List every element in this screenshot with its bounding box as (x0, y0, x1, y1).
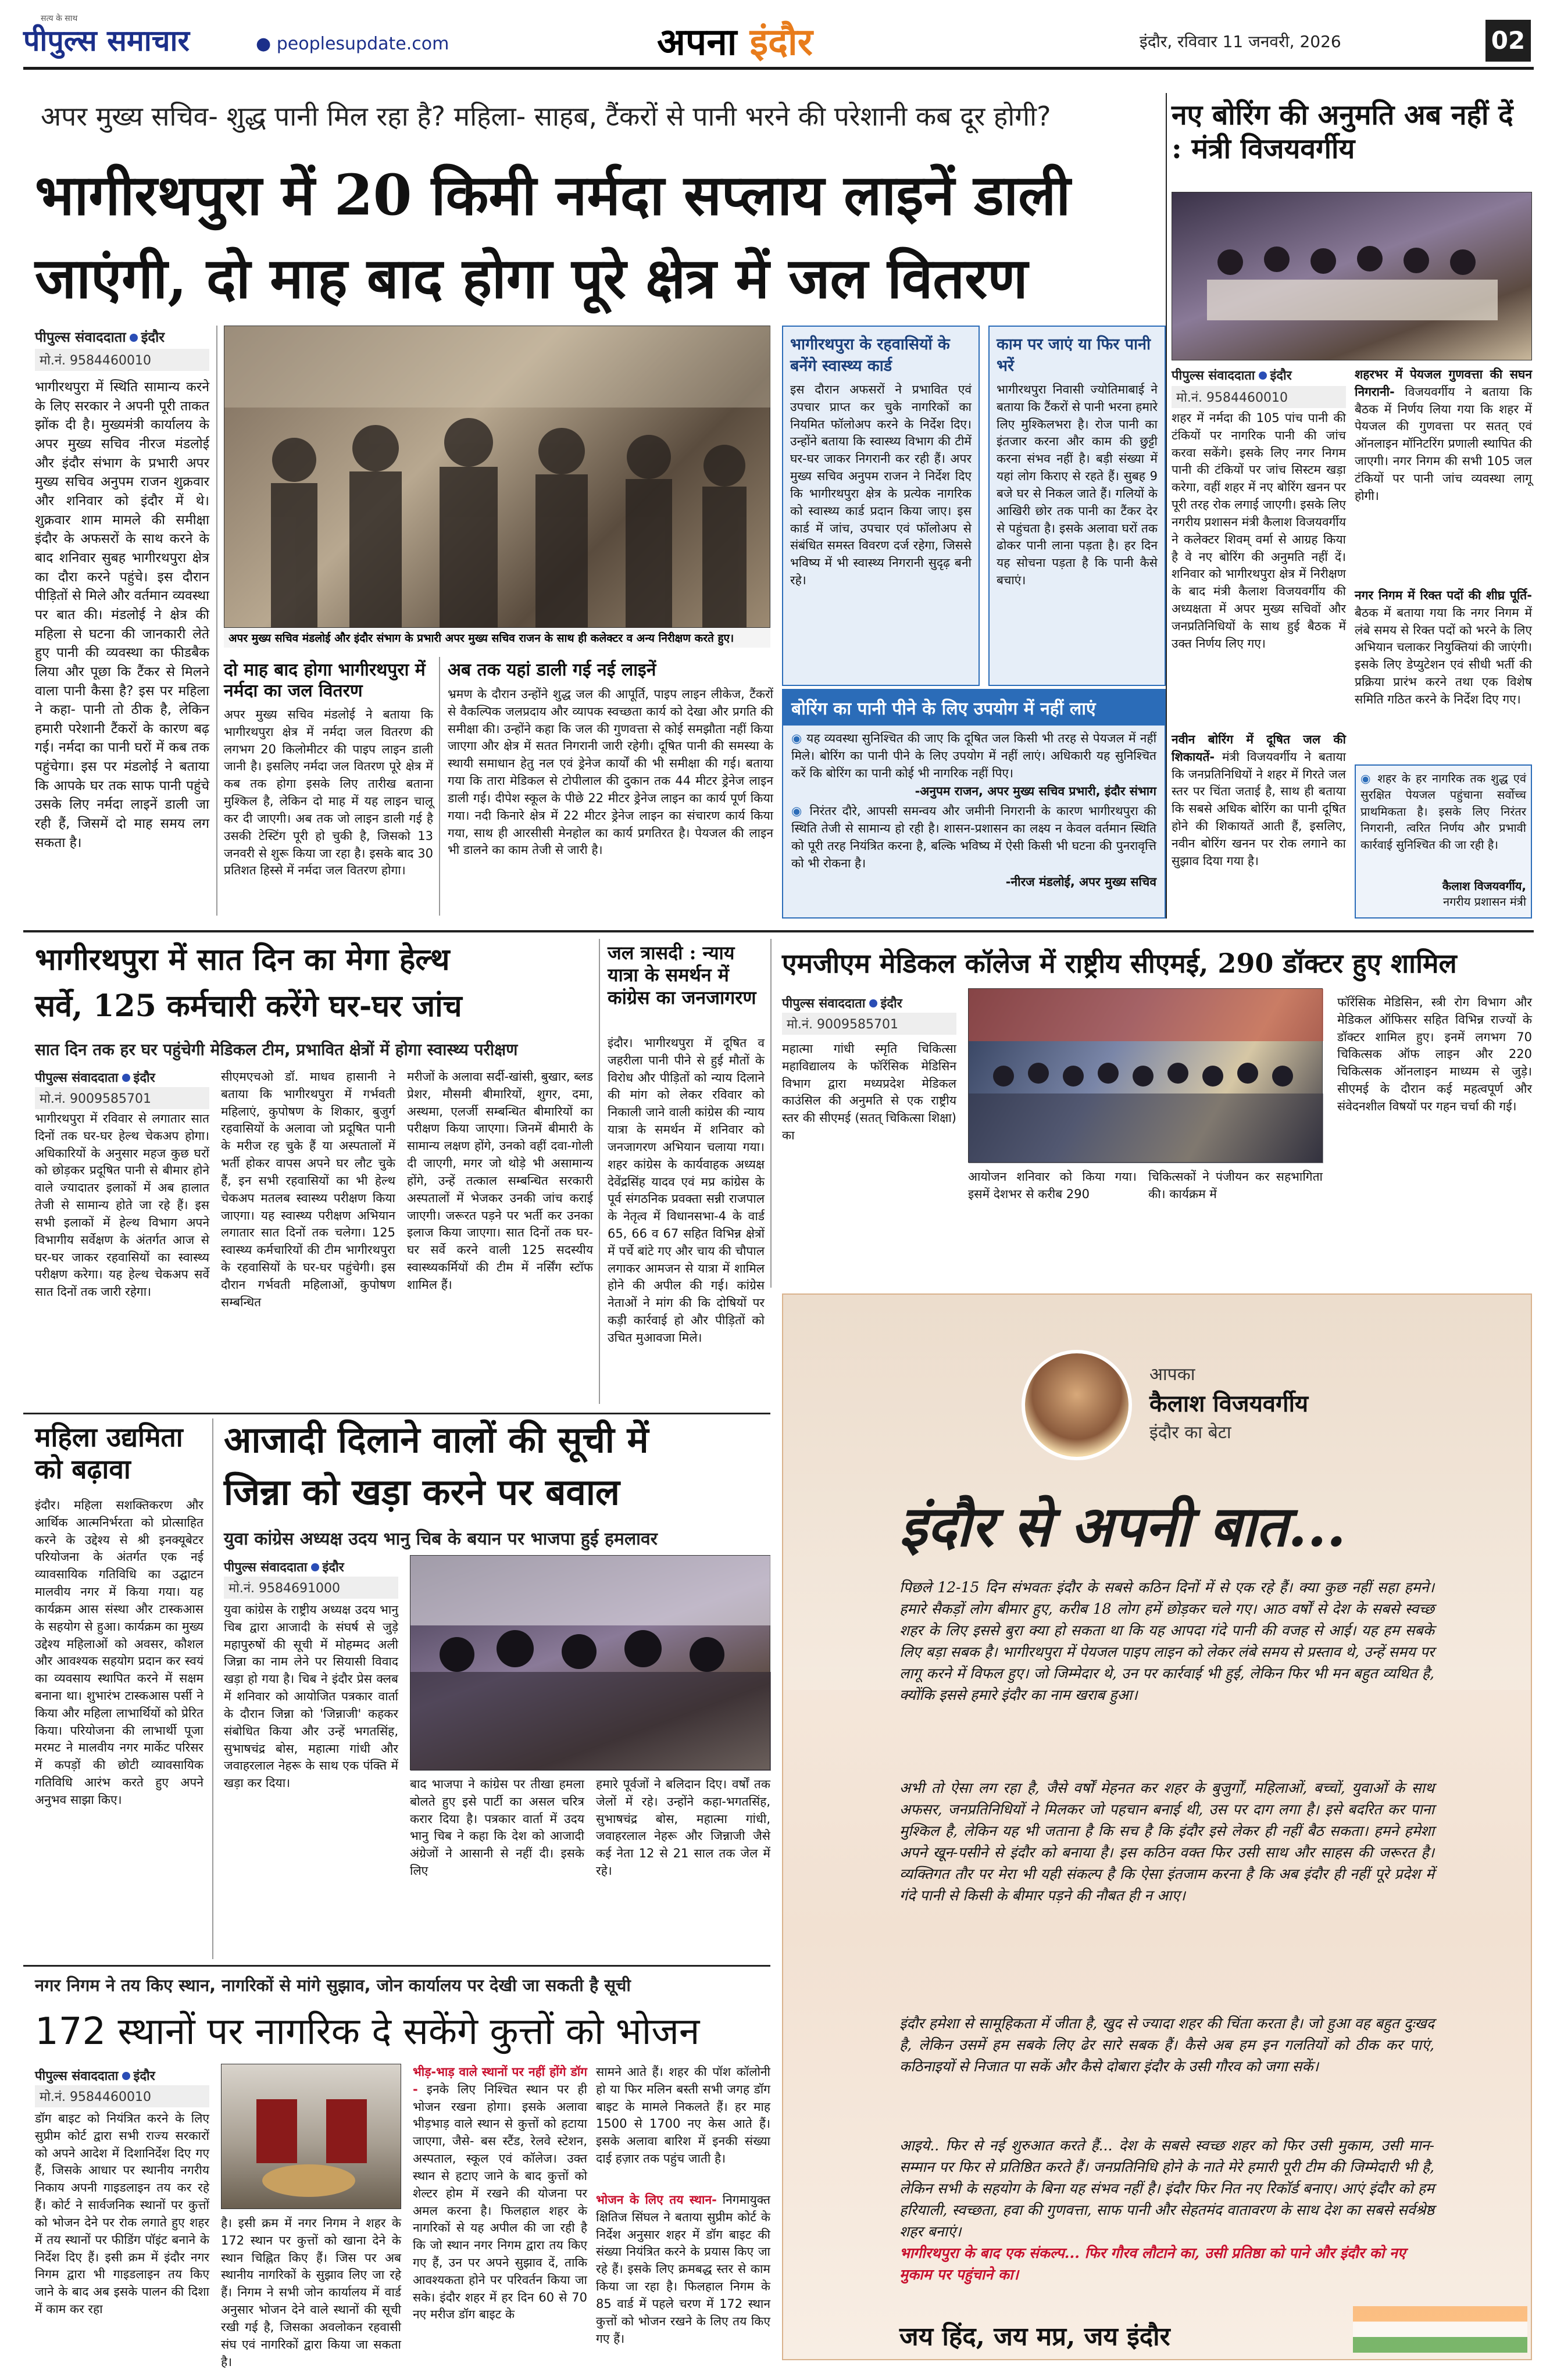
minister-quote (1355, 764, 1532, 919)
bullet-icon: ◉ (791, 804, 810, 819)
boring-attribution-1: -अनुपम राजन, अपर मुख्य सचिव प्रभारी, इंदौर संभाग (915, 784, 1156, 799)
column-divider (599, 939, 600, 1404)
right-col1: शहर में नर्मदा की 105 पांच पानी की टंकियों पर नागरिक पानी की जांच करवा सकेंगे। इसके लिए नगर निगम पानी की टंकियों पर जांच सिस्टम खड़ा करेगा, वहीं शहर में नए बोरिंग खनन पर पूरी तरह रोक लगाई जाएगी। इसके लिए नगरीय प्रशासन मंत्री कैलाश विजयवर्गीय ने कलेक्टर शिवम् वर्मा से आग्रह किया है वे नए बोरिंग की अनुमति नहीं दें। शनिवार को भागीरथपुरा क्षेत्र में निरीक्षण के बाद मंत्री कैलाश विजयवर्गीय की अध्यक्षता में अपर मुख्य सचिवों और जनप्रतिनिधियों के साथ हुई बैठक में उक्त निर्णय लिए गए। (1172, 411, 1346, 651)
lead-headline-2: जाएंगी, दो माह बाद होगा पूरे क्षेत्र में जल वितरण (35, 245, 1028, 311)
byline-name: पीपुल्स संवाददाता (782, 996, 866, 1011)
column-divider (439, 657, 440, 916)
dog-illustration (222, 2064, 402, 2210)
dot-icon (122, 1074, 130, 1082)
boring-q2-text: निरंतर दौरे, आपसी समन्वय और जमीनी निगरानी के कारण भागीरथपुरा की स्थिति तेजी से सामान्य हो रही है। शासन-प्रशासन का लक्ष्य न केवल वर्तमान स्थिति को पूरी तरह नियंत्रित करना है, बल्कि भविष्य में ऐसी किसी भी घटना की पुनरावृत्ति को भी रोकना है। (791, 804, 1156, 870)
right-sub-c: नगर निगम में रिक्त पदों की शीघ्र पूर्ति- (1355, 588, 1532, 602)
azadi-deck: युवा कांग्रेस अध्यक्ष उदय भानु चिब के बयान पर भाजपा हुई हमलावर (224, 1529, 658, 1549)
survey-byline (35, 1069, 155, 1086)
azadi-col1: युवा कांग्रेस के राष्ट्रीय अध्यक्ष उदय भानु चिब द्वारा आजादी के संघर्ष से जुड़े महापुरुषों की सूची में मोहम्मद अली जिन्ना का नाम लेने पर सियासी विवाद खड़ा हो गया है। चिब ने इंदौर प्रेस क्लब में शनिवार को आयोजित पत्रकार वार्ता के दौरान जिन्ना को 'जिन्नाजी' कहकर संबोधित किया और उन्हें भगतसिंह, सुभाषचंद्र बोस, महात्मा गांधी और जवाहरलाल नेहरू के साथ एक पंक्ति में खड़ा कर दिया। (224, 1603, 398, 1791)
ad-title: इंदौर से अपनी बात... (899, 1493, 1347, 1559)
quote-role: नगरीय प्रशासन मंत्री (1443, 895, 1526, 909)
section-a: अपना (657, 20, 737, 64)
health-card-body: इस दौरान अफसरों ने प्रभावित एवं उपचार प्राप्त कर चुके नागरिकों का नियमित फॉलोअप करने के निर्देश दिए। उन्होंने बताया कि स्वास्थ्य विभाग की टीमें घर-घर जाकर निगरानी कर रही हैं। अपर मुख्य सचिव अनुपम राजन ने निर्देश दिए कि भागीरथपुरा क्षेत्र के प्रत्येक नागरिक को स्वास्थ्य कार्ड प्रदान किया जाए। इस कार्ड में जांच, उपचार एवं फॉलोअप से संबंधित समस्त विवरण दर्ज रहेगा, जिससे भविष्य में भी स्वास्थ्य निगरानी सुदृढ़ बनी रहे। (790, 383, 972, 587)
dogs-sub2: भोजन के लिए तय स्थान- (596, 2193, 717, 2207)
lead-headline-1: भागीरथपुरा में 20 किमी नर्मदा सप्लाय लाइनें डाली (35, 162, 1071, 228)
section-title (657, 15, 813, 66)
mgm-col3: चिकित्सकों ने पंजीयन कर सहभागिता की। कार्यक्रम में (1148, 1170, 1323, 1201)
right-sub-a: नवीन बोरिंग में दूषित जल की शिकायतें- (1172, 732, 1346, 764)
mgm-col2: आयोजन शनिवार को किया गया। इसमें देशभर से करीब 290 (968, 1170, 1137, 1201)
byline-name: पीपुल्स संवाददाता (35, 2069, 119, 2084)
meeting-illustration (1172, 192, 1533, 361)
byline-name: पीपुल्स संवाददाता (1172, 369, 1255, 383)
right-col2-text: विजयवर्गीय ने बताया कि बैठक में निर्णय लिया गया कि शहर में पेयजल की गुणवत्ता पर सतत् एवं ऑनलाइन मॉनिटरिंग प्रणाली स्थापित की जाएगी। नगर निगम की सभी 105 जल टंकियों पर पानी जांच व्यवस्था लागू होगी। (1355, 384, 1532, 503)
survey-col2: सीएमएचओ डॉ. माधव हासानी ने बताया कि भागीरथपुरा में गर्भवती महिलाएं, कुपोषण के शिकार, बुजुर्ग रहवासियों के अलावा जो प्रदूषित पानी के मरीज रह चुके हैं या अस्पतालों में भर्ती होकर वापस अपने घर लौट चुके हैं, इन सभी रहवासियों का भी हेल्थ चेकअप मतलब स्वास्थ्य परीक्षण किया जाएगा। यह स्वास्थ्य परीक्षण अभियान लगातार सात दिनों तक चलेगा। 125 स्वास्थ्य कर्मचारियों की टीम भागीरथपुरा के रहवासियों के घर-घर पहुंचेगी। इस दौरान गर्भवती महिलाओं, कुपोषण सम्बन्धित (221, 1070, 395, 1309)
right-col1b-text: मंत्री विजयवर्गीय ने बताया कि जनप्रतिनिधियों ने शहर में गिरते जल स्तर पर चिंता जताई है, साथ ही बताया कि सबसे अधिक बोरिंग का पानी दूषित होने की शिकायतें आती हैं, इसलिए, नवीन बोरिंग खनन पर रोक लगाने का सुझाव दिया गया है। (1172, 749, 1346, 868)
lead-sub2-title: अब तक यहां डाली गई नई लाइनें (448, 660, 656, 680)
dot-icon (311, 1563, 319, 1571)
byline-name: पीपुल्स संवाददाता (35, 329, 126, 345)
crowd-illustration (224, 326, 771, 628)
ad-slogan: जय हिंद, जय मप्र, जय इंदौर (899, 2322, 1170, 2352)
lead-sub1-title: दो माह बाद होगा भागीरथपुरा में नर्मदा का जल वितरण (224, 660, 426, 701)
boring-quote-1 (783, 726, 1165, 782)
dogs-photo (221, 2064, 401, 2209)
brand-name: पीपुल्स समाचार (23, 23, 190, 58)
group-photo-illustration (969, 989, 1323, 1163)
mgm-phone: मो.नं. 9009585701 (782, 1013, 956, 1035)
jal-body: इंदौर। भागीरथपुरा में दूषित व जहरीला पानी पीने से हुई मौतों के विरोध और पीड़ितों को न्याय दिलाने की मांग को लेकर रविवार को निकाली जाने वाली कांग्रेस की न्याय यात्रा के समर्थन में शनिवार को जनजागरण अभियान चलाया गया। शहर कांग्रेस के कार्यवाहक अध्यक्ष देवेंद्रसिंह यादव एवं मप्र कांग्रेस के पूर्व संगठनिक प्रवक्ता सन्नी राजपाल के नेतृत्व में विधानसभा-4 के वार्ड 65, 66 व 67 सहित विभिन्न क्षेत्रों में पर्चे बांटे गए और चाय की चौपाल लगाकर आमजन से यात्रा में शामिल होने की अपील की गई। कांग्रेस नेताओं ने मांग की कि दोषियों पर कड़ी कार्रवाई हो और पीड़ितों को उचित मुआवजा मिले। (608, 1036, 765, 1345)
azadi-col2: बाद भाजपा ने कांग्रेस पर तीखा हमला बोलते हुए इसे पार्टी का असल चरित्र करार दिया है। पत्रकार वार्ता में उदय भानु चिब ने कहा कि देश को आजादी अंग्रेजों ने आसानी से नहीं दी। इसके लिए (410, 1777, 584, 1878)
ad-para-1: पिछले 12-15 दिन संभवतः इंदौर के सबसे कठिन दिनों में से एक रहे हैं। क्या कुछ नहीं सहा हमने। हमारे सैकड़ों लोग बीमार हुए, करीब 18 लोग हमें छोड़कर चले गए। आठ वर्षों से देश के सबसे स्वच्छ शहर के लिए इससे बुरा क्या हो सकता था कि यह आपदा गंदे पानी की वजह से आई। यह हम सबके लिए बड़ा सबक है। भागीरथपुरा में पेयजल पाइप लाइन को लेकर लंबे समय से प्रस्ताव थे, उन्हें समय पर लागू करने में विफल हुए। जो जिम्मेदार थे, उन पर कार्रवाई भी हुई, लेकिन फिर भी मन बहुत व्यथित है, क्योंकि इससे हमारे इंदौर का नाम खराब हुआ। (899, 1579, 1434, 1703)
quote-body: शहर के हर नागरिक तक शुद्ध एवं सुरक्षित पेयजल पहुंचाना सर्वोच्च प्राथमिकता है। इसके लिए निरंतर निगरानी, त्वरित निर्णय और प्रभावी कार्रवाई सुनिश्चित की जा रही है। (1360, 771, 1526, 852)
ad-pre: आपका (1149, 1364, 1195, 1385)
boring-q1-text: यह व्यवस्था सुनिश्चित की जाए कि दूषित जल किसी भी तरह से पेयजल में नहीं मिले। बोरिंग का पानी पीने के लिए उपयोग में नहीं लाएं। अधिकारी यह सुनिश्चित करें कि बोरिंग का पानी कोई भी नागरिक नहीं पिए। (791, 731, 1157, 780)
lead-photo (224, 326, 770, 628)
byline-city: इंदौर (322, 1560, 344, 1575)
site-url-text: peoplesupdate.com (276, 34, 449, 54)
dateline: इंदौर, रविवार 11 जनवरी, 2026 (1140, 32, 1341, 51)
survey-deck: सात दिन तक हर घर पहुंचेगी मेडिकल टीम, प्रभावित क्षेत्रों में होगा स्वास्थ्य परीक्षण (35, 1040, 518, 1059)
right-sub-b: शहरभर में पेयजल गुणवत्ता की सघन निगरानी- (1355, 367, 1532, 399)
lead-kicker: अपर मुख्य सचिव- शुद्ध पानी मिल रहा है? महिला- साहब, टैंकरों से पानी भरने की परेशानी कब दूर होगी? (41, 101, 1051, 132)
azadi-headline-1: आजादी दिलाने वालों की सूची में (224, 1418, 649, 1461)
mgm-photo (968, 988, 1323, 1163)
section-divider (23, 1413, 770, 1414)
work-box-title: काम पर जाएं या फिर पानी भरें (997, 335, 1151, 375)
section-divider (23, 930, 1534, 932)
health-card-box (782, 326, 980, 686)
byline-city: इंदौर (1270, 369, 1292, 383)
work-box-body: भागीरथपुरा निवासी ज्योतिमाबाई ने बताया कि टैंकरों से पानी भरना हमारे लिए मुश्किलभरा है। रोज पानी का इंतजार करना और काम की छुट्टी करना संभव नहीं है। बड़ी संख्या में यहां लोग किराए से रहते हैं। सुबह 9 बजे घर से निकल जाते हैं। गलियों के आखिरी छोर तक पानी का टैंकर देर से पहुंचता है। इसके अलावा घरों तक ढोकर पानी लाना पड़ता है। हर दिन यह सोचना पड़ता है कि पानी कैसे बचाएं। (997, 383, 1158, 587)
byline-name: पीपुल्स संवाददाता (224, 1560, 308, 1575)
dot-icon (1259, 371, 1267, 380)
mgm-col1: महात्मा गांधी स्मृति चिकित्सा महाविद्यालय के फॉरेंसिक मेडिसिन विभाग द्वारा मध्यप्रदेश मेडिकल काउंसिल की अनुमति से एक राष्ट्रीय स्तर की सीएमई (सतत् चिकित्सा शिक्षा) का (782, 1042, 956, 1143)
quote-author: कैलाश विजयवर्गीय, (1442, 879, 1526, 893)
ad-post: इंदौर का बेटा (1149, 1423, 1231, 1443)
dogs-sub1: भीड़-भाड़ वाले स्थानों पर नहीं होंगे डॉग - (413, 2065, 587, 2096)
globe-icon: ● (256, 34, 277, 54)
survey-headline-1: भागीरथपुरा में सात दिन का मेगा हेल्थ (35, 942, 450, 977)
brand-tagline: सत्य के साथ (41, 14, 78, 23)
azadi-photo (410, 1555, 770, 1770)
lead-photo-caption: अपर मुख्य सचिव मंडलोई और इंदौर संभाग के प्रभारी अपर मुख्य सचिव राजन के साथ ही कलेक्टर व अन्य निरीक्षण करते हुए। (224, 628, 770, 648)
health-card-title: भागीरथपुरा के रहवासियों के बनेंगे स्वास्थ्य कार्ड (790, 335, 950, 375)
byline-city: इंदौर (141, 329, 165, 345)
mgm-byline (782, 994, 902, 1012)
dogs-col4b-text: निगमायुक्त क्षितिज सिंघल ने बताया सुप्रीम कोर्ट के निर्देश अनुसार शहर में डॉग बाइट की संख्या नियंत्रित करने के प्रयास किए जा रहे हैं। इसके लिए क्रमबद्ध स्तर से काम किया जा रहा है। फिलहाल निगम के 85 वार्ड में पहले चरण में 172 स्थान कुत्तों को भोजन रखने के लिए तय किए गए हैं। (596, 2193, 770, 2346)
survey-phone: मो.नं. 9009585701 (35, 1087, 209, 1109)
column-divider (216, 326, 217, 916)
jal-headline: जल त्रासदी : न्याय यात्रा के समर्थन में कांग्रेस का जनजागरण (608, 942, 756, 1009)
dogs-headline: 172 स्थानों पर नागरिक दे सकेंगे कुत्तों को भोजन (35, 2010, 700, 2053)
lead-body: भागीरथपुरा में स्थिति सामान्य करने के लिए सरकार ने अपनी पूरी ताकत झोंक दी है। मुख्यमंत्री कार्यालय के अपर मुख्य सचिव नीरज मंडलोई और इंदौर संभाग के प्रभारी अपर मुख्य सचिव अनुपम राजन शुक्रवार और शनिवार को इंदौर में थे। शुक्रवार शाम मामले की समीक्षा इंदौर के अफसरों के साथ करने के बाद शनिवार सुबह भागीरथपुरा क्षेत्र का दौरा करने पहुंचे। इस दौरान पीड़ितों से मिले और वर्तमान व्यवस्था पर बात की। मंडलोई ने क्षेत्र की महिला से घटना की जानकारी लेते हुए पानी की व्यवस्था का फीडबैक लिया और पूछा कि टैंकर से मिलने वाला पानी कैसा है? इस पर महिला ने कहा- पानी तो ठीक है, लेकिन हमारी परेशानी टैंकरों के कारण बढ़ गई। नर्मदा का पानी घरों में कब तक पहुंचेगा। इस पर मंडलोई ने बताया कि आपके घर तक साफ पानी पहुंचे उसके लिए नर्मदा लाइनें डाली जा रही हैं, जिसमें दो माह समय लग सकता है। (35, 380, 209, 850)
boring-quote-2 (783, 801, 1165, 872)
right-phone: मो.नं. 9584460010 (1172, 386, 1346, 408)
ad-para-2: अभी तो ऐसा लग रहा है, जैसे वर्षों मेहनत कर शहर के बुजुर्गों, महिलाओं, बच्चों, युवाओं के साथ अफसर, जनप्रतिनिधियों ने मिलकर जो पहचान बनाई थी, उस पर दाग लगा है। इसे बदरित कर पाना मुश्किल है, लेकिन यह भी जताना है कि सच है कि इंदौर इसे लेकर ही नहीं बैठ सकता। हमने हमेशा अपने खून-पसीने से इंदौर को बनाया है। इस कठिन वक्त फिर उसी साथ और साहस की जरूरत है। व्यक्तिगत तौर पर मेरा भी यही संकल्प है कि ऐसा इंतजाम करना है कि अब इंदौर ही नहीं पूरे प्रदेश में गंदे पानी से किसी के बीमार पड़ने की नौबत ही न आए। (899, 1779, 1434, 1904)
dot-icon (130, 334, 138, 342)
ad-para-4: आइये.. फिर से नई शुरुआत करते हैं... देश के सबसे स्वच्छ शहर को फिर उसी मुकाम, उसी मान-सम्मान पर फिर से प्रतिष्ठित करते हैं। जनप्रतिनिधि होने के नाते मेरे हमारी पूरी टीम की जिम्मेदारी भी है, लेकिन सभी के सहयोग के बिना यह संभव नहीं है। इंदौर फिर नित नए रिकॉर्ड बनाए। आएं इंदौर को हम हरियाली, स्वच्छता, हवा की गुणवत्ता, साफ पानी और सेहतमंद वातावरण के साथ देश का सबसे सर्वश्रेष्ठ शहर बनाएं। (899, 2137, 1434, 2240)
politician-portrait (1022, 1350, 1132, 1460)
ad-name: कैलाश विजयवर्गीय (1149, 1391, 1309, 1417)
tricolor-band (1353, 2306, 1527, 2353)
byline-city: इंदौर (133, 1071, 155, 1085)
dogs-phone: मो.नं. 9584460010 (35, 2085, 209, 2107)
boring-attribution-2: -नीरज मंडलोई, अपर मुख्य सचिव (1005, 874, 1156, 889)
azadi-col3: हमारे पूर्वजों ने बलिदान दिए। वर्षों तक जेलों में रहे। उन्होंने कहा-भगतसिंह, सुभाषचंद्र बोस, महात्मा गांधी, जवाहरलाल नेहरू और जिन्नाजी जैसे कई नेता 12 से 21 साल तक जेल में रहे। (596, 1777, 770, 1878)
protest-illustration (410, 1556, 771, 1771)
section-divider (23, 1965, 770, 1967)
azadi-headline-2: जिन्ना को खड़ा करने पर बवाल (224, 1471, 620, 1513)
right-col1b (1172, 731, 1346, 919)
dot-icon (122, 2072, 130, 2080)
right-col2b (1355, 587, 1532, 762)
dogs-col1: डॉग बाइट को नियंत्रित करने के लिए सुप्रीम कोर्ट द्वारा सभी राज्य सरकारों को अपने आदेश में दिशानिर्देश दिए गए हैं, जिसके आधार पर स्थानीय नगरीय निकाय अपनी गाइडलाइन तय कर रहे हैं। कोर्ट ने सार्वजनिक स्थानों पर कुत्तों को भोजन देने पर रोक लगाते हुए शहर में तय स्थानों पर फीडिंग पॉइंट बनाने के निर्देश दिए हैं। इसी क्रम में इंदौर नगर निगम द्वारा भी गाइडलाइन तय किए जाने के बाद अब इसके पालन की दिशा में काम कर रहा (35, 2111, 209, 2316)
lead-byline (35, 327, 165, 346)
mgm-col4: फॉरेंसिक मेडिसिन, स्त्री रोग विभाग और मेडिकल ऑफिसर सहित विभिन्न राज्यों के डॉक्टर शामिल हुए। इनमें लगभग 70 चिकित्सक ऑफ लाइन और 220 चिकित्सक ऑनलाइन माध्यम से जुड़े। सीएमई के दौरान कई महत्वपूर्ण और संवेदनशील विषयों पर गहन चर्चा की गई। (1337, 995, 1532, 1113)
right-byline (1172, 366, 1292, 384)
survey-headline-2: सर्वे, 125 कर्मचारी करेंगे घर-घर जांच (35, 988, 462, 1024)
dogs-col4: सामने आते हैं। शहर की पॉश कॉलोनी हो या फिर मलिन बस्ती सभी जगह डॉग बाइट के मामले निकलते हैं। हर माह 1500 से 1700 नए केस आते हैं। इसके अलावा बारिश में इनकी संख्या दाई हज़ार तक पहुंच जाती है। (596, 2065, 770, 2166)
byline-name: पीपुल्स संवाददाता (35, 1071, 119, 1085)
dogs-col4b (596, 2192, 770, 2360)
column-divider (770, 939, 772, 1288)
dot-icon (869, 999, 877, 1007)
column-divider (212, 1418, 213, 1959)
bullet-icon: ◉ (791, 731, 807, 745)
lead-sub1-body: अपर मुख्य सचिव मंडलोई ने बताया कि भागीरथपुरा क्षेत्र में नर्मदा जल वितरण की लगभग 20 किलोमीटर की पाइप लाइन डाली जानी है। इसलिए नर्मदा जल वितरण पूरे क्षेत्र में कब तक होगा इसके लिए तारीख बताना मुश्किल है, लेकिन दो माह में यह लाइन चालू कर दी जाएगी। अब तक जो लाइन डाली गई है उसकी टेस्टिंग पूरी हो चुकी है, जिसको 13 जनवरी से शुरू किया जा रहा है। इसके बाद 30 प्रतिशत हिस्से में नर्मदा जल वितरण होगा। (224, 707, 433, 878)
brand-logo (23, 14, 190, 59)
mahila-body: इंदौर। महिला सशक्तिकरण और आर्थिक आत्मनिर्भरता को प्रोत्साहित करने के उद्देश्य से श्री इनक्यूबेटर परियोजना के अंतर्गत एक नई व्यावसायिक गतिविधि का उद्घाटन मालवीय नगर में किया गया। यह कार्यक्रम आस संस्था और टास्कआस के सहयोग से हुआ। कार्यक्रम का मुख्य उद्देश्य महिलाओं को अवसर, कौशल और आवश्यक सहयोग प्रदान कर स्वयं का व्यवसाय स्थापित करने में सक्षम बनाना था। शुभारंभ टास्कआस पर्सी ने किया और महिला लाभार्थियों को प्रेरित किया। परियोजना की लाभार्थी पूजा मरमट ने मालवीय नगर मार्केट परिसर में कपड़ों की छोटी व्यावसायिक गतिविधि आरंभ करते हुए अपने अनुभव साझा किए। (35, 1498, 203, 1807)
byline-city: इंदौर (880, 996, 902, 1011)
ad-para-5: भागीरथपुरा के बाद एक संकल्प... फिर गौरव लौटाने का, उसी प्रतिष्ठा को पाने और इंदौर को नए मुकाम पर पहुंचाने का। (899, 2245, 1406, 2283)
work-box (988, 326, 1166, 686)
boring-title: बोरिंग का पानी पीने के लिए उपयोग में नहीं लाएं (783, 690, 1165, 726)
dogs-col3 (413, 2064, 587, 2360)
section-b: इंदौर (749, 20, 813, 64)
dogs-kicker: नगर निगम ने तय किए स्थान, नागरिकों से मांगे सुझाव, जोन कार्यालय पर देखी जा सकती है सूची (35, 1975, 631, 1995)
column-divider (1166, 93, 1167, 919)
azadi-byline (224, 1558, 344, 1575)
site-url[interactable] (256, 34, 449, 54)
boring-box (782, 689, 1166, 919)
ad-para-3: इंदौर हमेशा से सामूहिकता में जीता है, खुद से ज्यादा शहर की चिंता करता है। जो हुआ वह बहुत दुःखद है, लेकिन उसमें हम सबके लिए ढेर सारे सबक हैं। कैसे अब हम इन गलतियों को ठीक कर पाएं, कठिनाइयों से निजात पा सकें और कैसे दोबारा इंदौर के उसी गौरव को जगा सकें। (899, 2015, 1434, 2075)
page-number: 02 (1485, 20, 1531, 62)
survey-col3: मरीजों के अलावा सर्दी-खांसी, बुखार, ब्लड प्रेशर, मौसमी बीमारियों, शुगर, दमा, अस्थमा, एलर्जी सम्बन्धित बीमारियों का परीक्षण किया जाएगा। जिनमें बीमारी के सामान्य लक्षण होंगे, उनको वहीं दवा-गोली दी जाएगी, मगर जो थोड़े भी असामान्य होंगे, उन्हें तत्काल सम्बन्धित सरकारी अस्पतालों में भेजकर उनकी जांच कराई जाएगी। जरूरत पड़ने पर भर्ती कर उनका इलाज किया जाएगा। सात दिनों तक घर-घर सर्वे करने वाली 125 सदस्यीय स्वास्थ्यकर्मियों की टीम में नर्सिंग स्टॉफ शामिल हैं। (407, 1070, 593, 1292)
dogs-col2: है। इसी क्रम में नगर निगम ने शहर के 172 स्थान पर कुत्तों को खाना देने के स्थान चिह्नित किए हैं। जिस पर अब स्थानीय नागरिकों के सुझाव लिए जा रहे हैं। निगम ने सभी जोन कार्यालय में वार्ड अनुसार भोजन देने वाले स्थानों की सूची रखी गई है, जिसका अवलोकन रहवासी संघ एवं नागरिकों द्वारा किया जा सकता है। (221, 2216, 401, 2369)
right-headline: नए बोरिंग की अनुमति अब नहीं दें : मंत्री विजयवर्गीय (1172, 99, 1513, 165)
byline-city: इंदौर (133, 2069, 155, 2084)
quote-text (1360, 770, 1526, 878)
dogs-byline (35, 2067, 155, 2084)
mahila-headline: महिला उद्यमिता को बढ़ावा (35, 1421, 183, 1485)
dogs-col3-text: इनके लिए निश्चित स्थान पर ही भोजन रखना होगा। इसके अलावा भीड़भाड़ वाले स्थान से कुत्तों को हटाया जाएगा, जैसे- बस स्टैंड, रेलवे स्टेशन, अस्पताल, स्कूल एवं कॉलेज। उक्त स्थान से हटाए जाने के बाद कुत्तों को शेल्टर होम में रखने की योजना पर अमल करना है। फिलहाल शहर के नागरिकों से यह अपील की जा रही है कि जो स्थान नगर निगम द्वारा तय किए गए हैं, उन पर अपने सुझाव दें, ताकि आवश्यकता होने पर परिवर्तन किया जा सके। इंदौर शहर में हर दिन 60 से 70 नए मरीज डॉग बाइट के (413, 2082, 587, 2322)
survey-col1: भागीरथपुरा में रविवार से लगातार सात दिनों तक घर-घर हेल्थ चेकअप होगा। अधिकारियों के अनुसार महज कुछ घरों को छोड़कर प्रदूषित पानी से बीमार होने वाले ज्यादातर इलाकों में अब हालात तेजी से सामान्य होते जा रहे हैं। इस सभी इलाकों में हेल्थ विभाग अपने विभागीय सर्वेक्षण के अंतर्गत आज से घर-घर जाकर रहवासियों का स्वास्थ्य परीक्षण करेगा। यह हेल्थ चेकअप सर्वे सात दिनों तक जारी रहेगा। (35, 1112, 209, 1299)
meeting-photo (1172, 192, 1532, 360)
right-col2b-text: बैठक में बताया गया कि नगर निगम में लंबे समय से रिक्त पदों को भरने के लिए अभियान चलाकर नियुक्तियां की जाएंगी। इसके लिए डेप्युटेशन एवं सीधी भर्ती की प्रक्रिया प्रारंभ करने तथा एक विशेष समिति गठित करने के निर्देश दिए गए। (1355, 605, 1532, 706)
advertisement (782, 1293, 1532, 2360)
lead-phone: मो.नं. 9584460010 (35, 349, 209, 371)
lead-sub2-body: भ्रमण के दौरान उन्होंने शुद्ध जल की आपूर्ति, पाइप लाइन लीकेज, टैंकरों से वैकल्पिक जलप्रदाय और व्यापक स्वच्छता कार्य को देखा और प्रगति की समीक्षा की। उन्होंने कहा कि जल की गुणवत्ता से कोई समझौता नहीं किया जाएगा और क्षेत्र में सतत निगरानी जारी रहेगी। दूषित पानी की समस्या के स्थायी समाधान हेतु नल एवं ड्रेनेज कार्यों की भी समीक्षा की गई। बताया गया कि तारा मेडिकल से टोपीलाल की दुकान तक 44 मीटर ड्रेनेज लाइन डाली गई। दीपेश स्कूल के पीछे 22 मीटर ड्रेनेज लाइन का कार्य पूर्ण किया गया। नदी किनारे क्षेत्र में 22 मीटर ड्रेनेज लाइन का संचारण कार्य किया गया, साथ ही आरसीसी मेनहोल का कार्य प्रगतिरत है। पेयजल की लाइन भी डालने का काम तेजी से जारी है। (448, 687, 773, 857)
azadi-phone: मो.नं. 9584691000 (224, 1577, 398, 1599)
right-col2 (1355, 366, 1532, 587)
mgm-headline: एमजीएम मेडिकल कॉलेज में राष्ट्रीय सीएमई, 290 डॉक्टर हुए शामिल (782, 948, 1457, 979)
bullet-icon: ◉ (1360, 771, 1378, 785)
